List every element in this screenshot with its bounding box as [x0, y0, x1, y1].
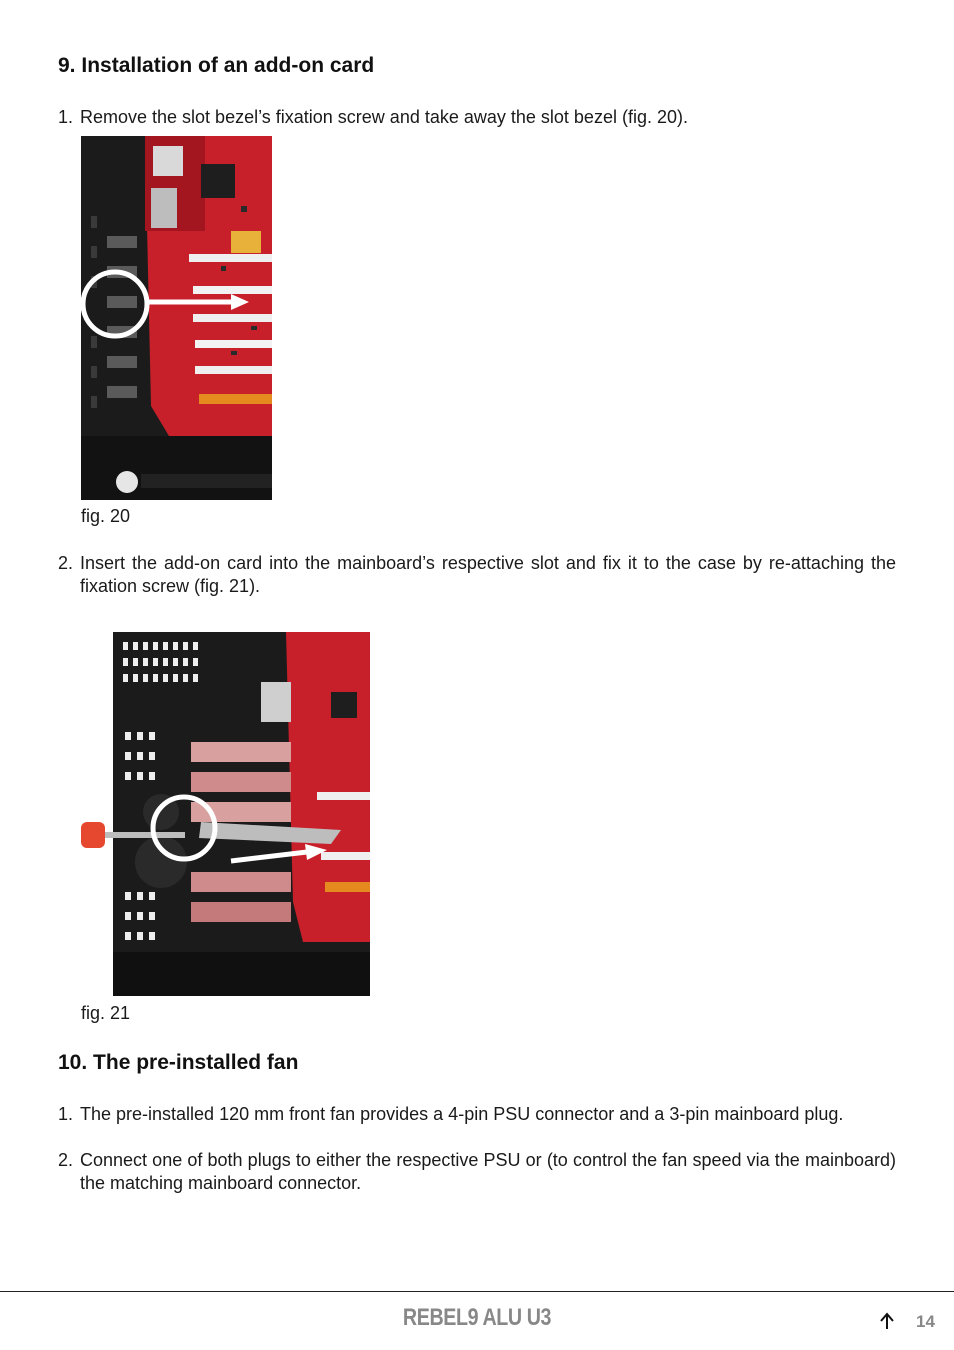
footer-divider — [0, 1291, 954, 1292]
list-number: 2. — [58, 553, 74, 573]
list-text: Insert the add-on card into the mainboard’s respective slot and fix it to the case by re-attaching the fixation screw (fig. 21). — [80, 553, 896, 596]
list-text: The pre-installed 120 mm front fan provides a 4-pin PSU connector and a 3-pin mainboard plug. — [80, 1104, 844, 1124]
fig-21-photo — [81, 632, 370, 996]
fig-21-caption: fig. 21 — [81, 1003, 131, 1023]
page-number: 14 — [916, 1312, 935, 1331]
footer-product-title: REBEL9 ALU U3 — [402, 1304, 552, 1331]
section-10-title: The pre-installed fan — [93, 1051, 299, 1074]
list-item — [58, 1103, 896, 1126]
section-10-number: 10. — [58, 1051, 88, 1074]
fig-20-photo — [81, 136, 272, 500]
list-number: 2. — [58, 1150, 74, 1170]
list-item — [58, 1149, 896, 1195]
list-number: 1. — [58, 1104, 74, 1124]
list-item — [58, 106, 896, 129]
list-text: Connect one of both plugs to either the respective PSU or (to control the fan speed via the mainboard) the matching mainboard connector. — [80, 1150, 896, 1193]
list-text: Remove the slot bezel’s fixation screw and take away the slot bezel (fig. 20). — [80, 107, 688, 127]
section-9-number: 9. — [58, 54, 76, 77]
section-9-heading — [58, 54, 374, 78]
list-item — [58, 552, 896, 598]
list-number: 1. — [58, 107, 74, 127]
section-10-heading — [58, 1051, 298, 1075]
fig-20-caption: fig. 20 — [81, 506, 131, 526]
section-9-title: Installation of an add-on card — [81, 54, 375, 77]
arrow-up-icon[interactable] — [877, 1311, 897, 1331]
